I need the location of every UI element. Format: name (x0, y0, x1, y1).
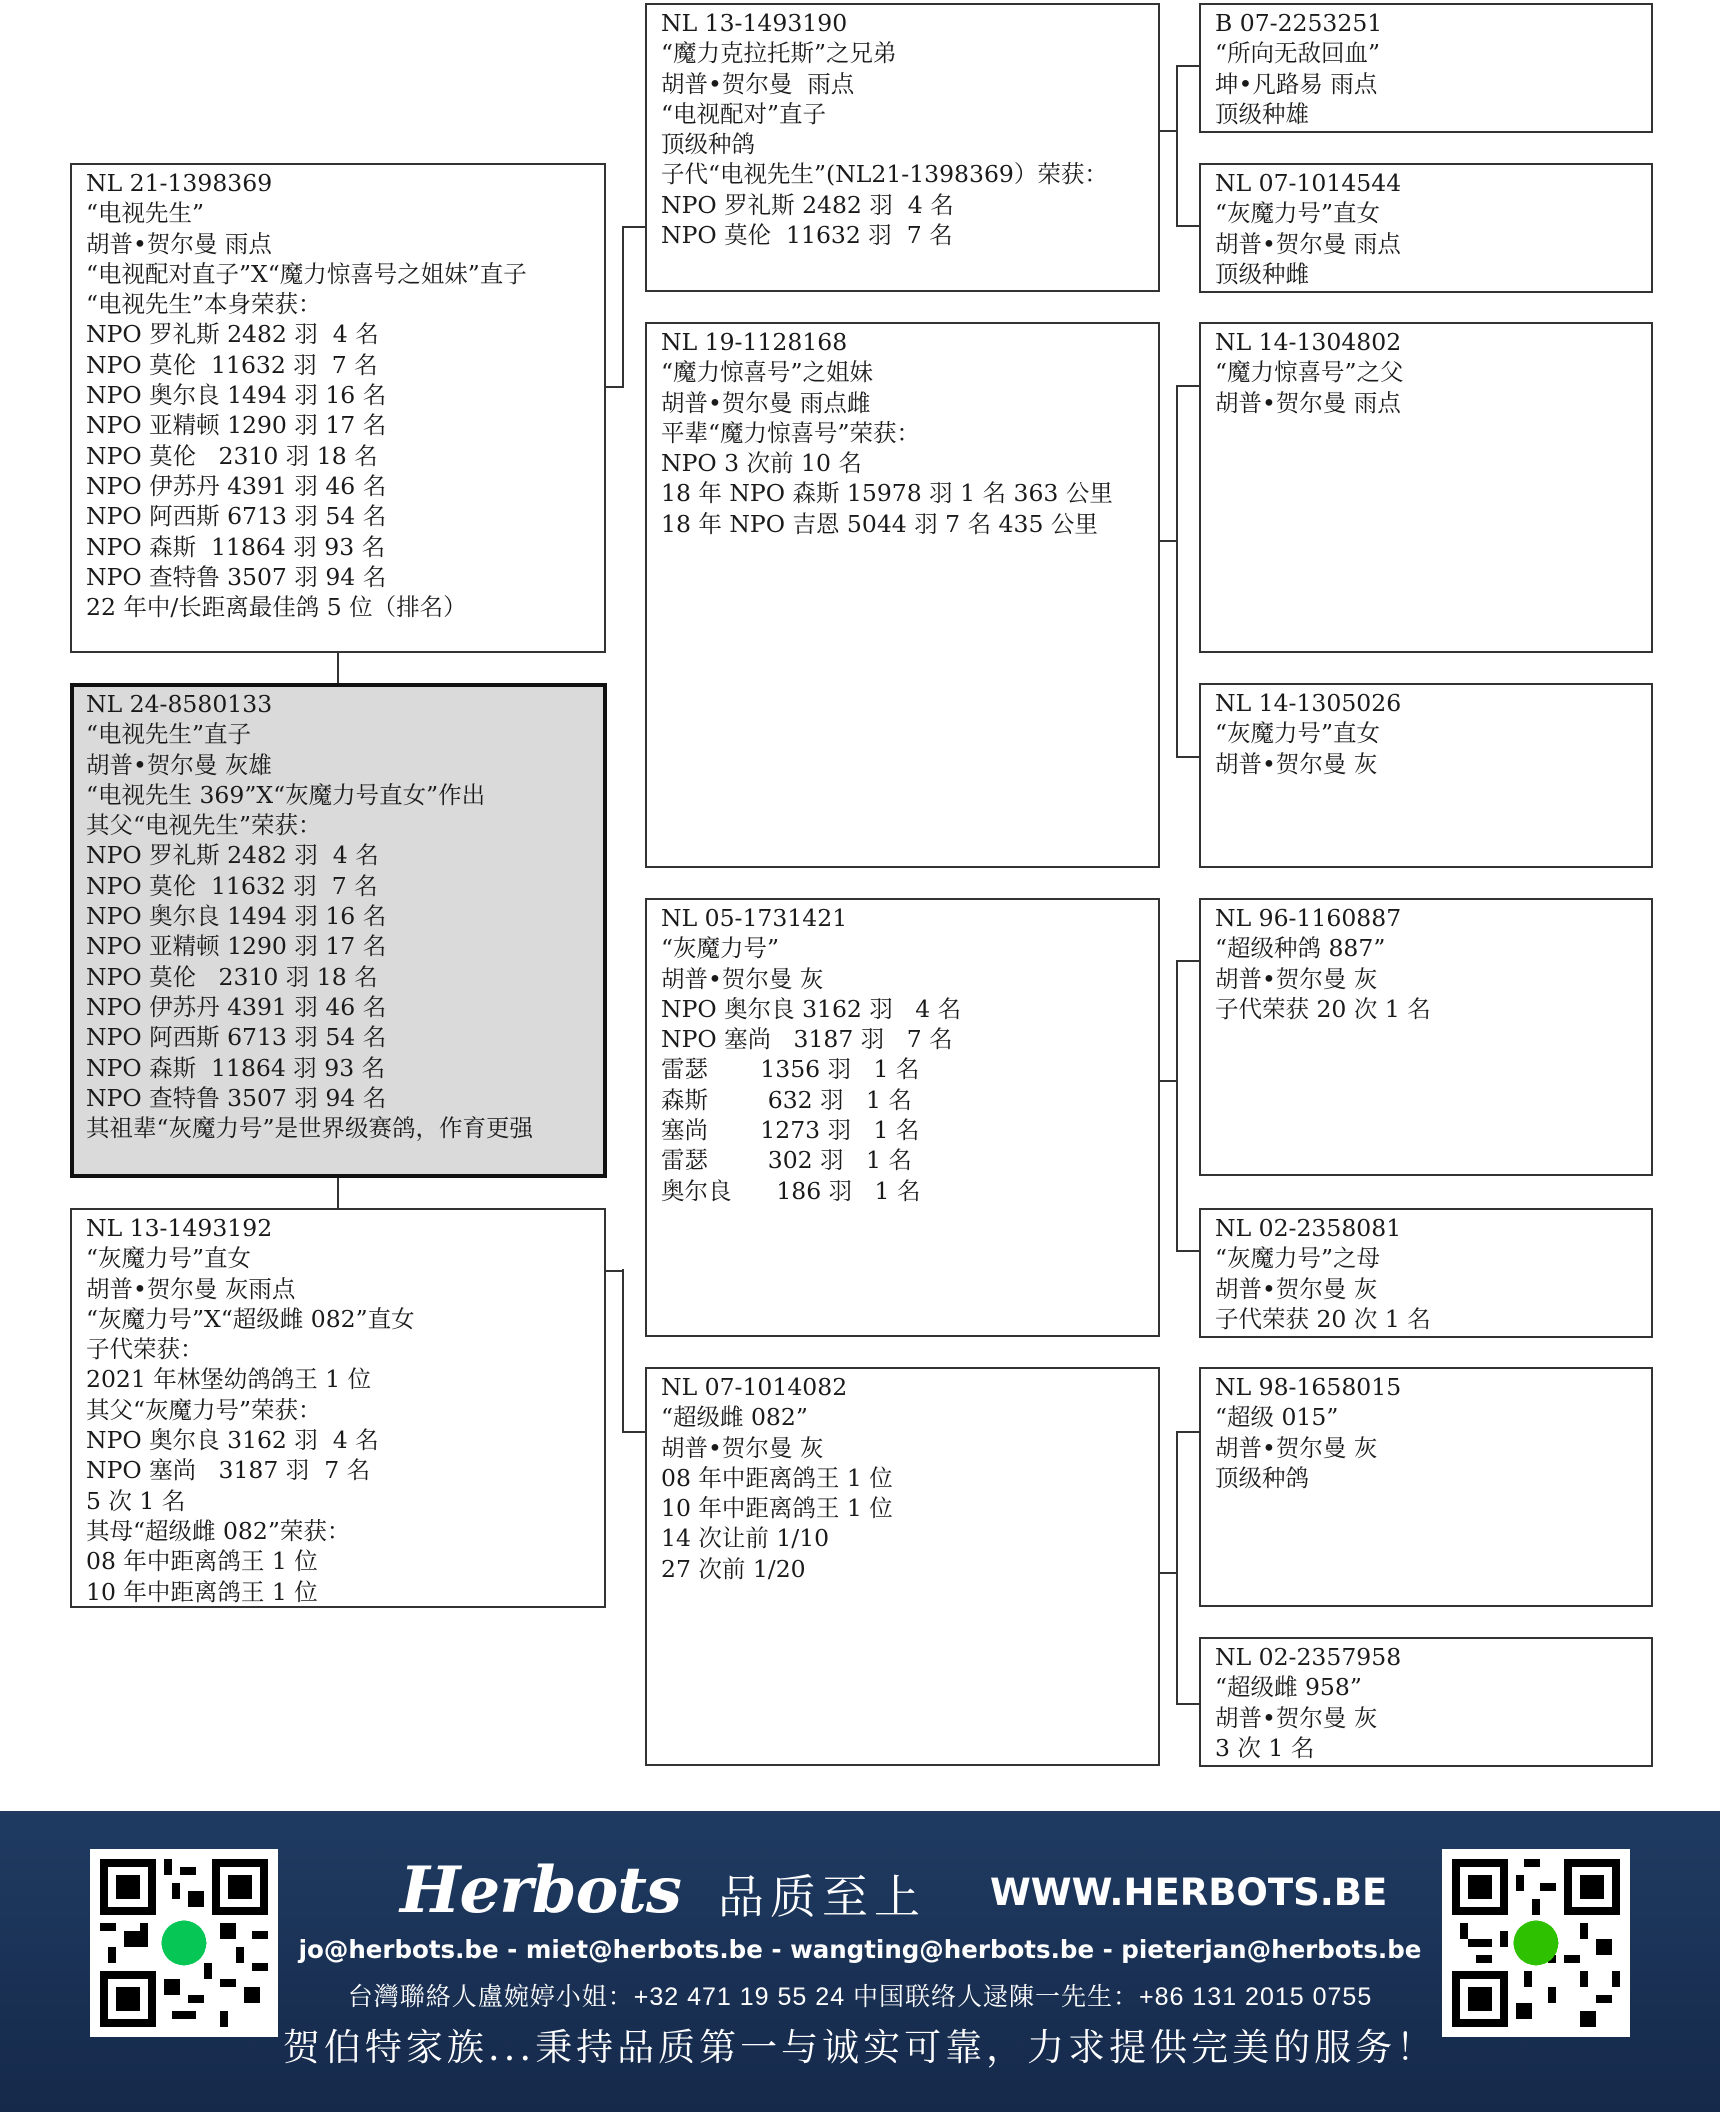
pedigree-line: “电视先生” (86, 199, 205, 228)
pedigree-line: NPO 罗礼斯 2482 羽 4 名 (86, 320, 379, 349)
connector-sd-branch-v (1176, 385, 1178, 758)
pedigree-line: 胡普•贺尔曼 雨点雌 (661, 388, 871, 417)
connector-sire-ss (622, 226, 646, 228)
dam-sire-dam-card (1199, 1208, 1653, 1338)
email-list[interactable]: jo@herbots.be - miet@herbots.be - wangting@herbots.be - pieterjan@herbots.be (298, 1935, 1422, 1964)
connector-ss-sss (1176, 65, 1200, 67)
pedigree-line: “灰魔力号”直女 (1215, 199, 1381, 228)
pedigree-line: 10 年中距离鸽王 1 位 (661, 1494, 893, 1523)
pedigree-line: “灰魔力号”直女 (1215, 719, 1381, 748)
connector-dam-branch (604, 1270, 624, 1272)
connector-ds-branch (1158, 1080, 1178, 1082)
pedigree-line: 平辈“魔力惊喜号”荣获： (661, 418, 921, 447)
pedigree-line: “魔力惊喜号”之父 (1215, 358, 1404, 387)
connector-ds-branch-v (1176, 960, 1178, 1252)
pedigree-line: NPO 查特鲁 3507 羽 94 名 (86, 1083, 387, 1112)
pedigree-line: NPO 3 次前 10 名 (661, 449, 862, 478)
pedigree-line: NPO 亚精顿 1290 羽 17 名 (86, 411, 387, 440)
ring-number: NL 13-1493190 (661, 9, 848, 37)
dam-card (70, 1208, 606, 1608)
pedigree-line: 08 年中距离鸽王 1 位 (86, 1547, 318, 1576)
pedigree-line: NPO 罗礼斯 2482 羽 4 名 (86, 841, 379, 870)
pedigree-line: NPO 森斯 11864 羽 93 名 (86, 1053, 386, 1082)
pedigree-line: “灰魔力号”之母 (1215, 1244, 1381, 1273)
pedigree-line: NPO 莫伦 11632 羽 7 名 (661, 221, 953, 250)
pedigree-line: 奥尔良 186 羽 1 名 (661, 1176, 921, 1205)
pedigree-line: 胡普•贺尔曼 雨点 (1215, 388, 1401, 417)
pedigree-line: 雷瑟 1356 羽 1 名 (661, 1055, 920, 1084)
sire-sire-dam-card (1199, 163, 1653, 293)
pedigree-line: 胡普•贺尔曼 灰 (1215, 749, 1378, 778)
sire-card (70, 163, 606, 653)
ring-number: NL 14-1305026 (1215, 689, 1402, 717)
contact-phones: 台灣聯絡人盧婉婷小姐：+32 471 19 55 24 中国联络人逯陳一先生：+86 131 2015 0755 (347, 1983, 1373, 2011)
brand-row (400, 1853, 1388, 1928)
pedigree-line: 胡普•贺尔曼 灰 (1215, 1433, 1378, 1462)
pedigree-line: 胡普•贺尔曼 雨点 (661, 69, 855, 98)
pedigree-line: NPO 莫伦 2310 羽 18 名 (86, 441, 378, 470)
pedigree-line: 顶级种雌 (1215, 259, 1309, 288)
dam-sire-card (645, 898, 1160, 1337)
wechat-icon (1514, 1921, 1559, 1966)
herbots-logo: Herbots (400, 1853, 681, 1928)
pedigree-line: 10 年中距离鸽王 1 位 (86, 1577, 318, 1606)
pedigree-line: 子代“电视先生”(NL21-1398369）荣获： (661, 160, 1108, 189)
sire-sire-sire-card (1199, 3, 1653, 133)
pedigree-line: 3 次 1 名 (1215, 1733, 1315, 1762)
ring-number: NL 14-1304802 (1215, 328, 1402, 356)
pedigree-line: NPO 奥尔良 1494 羽 16 名 (86, 381, 387, 410)
pedigree-line: 坤•凡路易 雨点 (1215, 69, 1378, 98)
pedigree-line: NPO 森斯 11864 羽 93 名 (86, 532, 386, 561)
footer-banner (0, 1811, 1720, 2112)
pedigree-line: 森斯 632 羽 1 名 (661, 1085, 912, 1114)
pedigree-line: NPO 塞尚 3187 羽 7 名 (661, 1025, 953, 1054)
ring-number: NL 02-2357958 (1215, 1643, 1402, 1671)
dam-dam-sire-card (1199, 1367, 1653, 1607)
pedigree-line: 2021 年林堡幼鸽鸽王 1 位 (86, 1365, 372, 1394)
pedigree-line: NPO 查特鲁 3507 羽 94 名 (86, 562, 387, 591)
pedigree-line: 其母“超级雌 082”荣获： (86, 1516, 351, 1545)
pedigree-line: 雷瑟 302 羽 1 名 (661, 1146, 912, 1175)
pedigree-line: “超级 015” (1215, 1403, 1339, 1432)
ring-number: NL 19-1128168 (661, 328, 848, 356)
pedigree-line: NPO 亚精顿 1290 羽 17 名 (86, 932, 387, 961)
pedigree-line: NPO 奥尔良 3162 羽 4 名 (661, 994, 962, 1023)
pedigree-line: NPO 伊苏丹 4391 羽 46 名 (86, 471, 387, 500)
pedigree-line: NPO 阿西斯 6713 羽 54 名 (86, 502, 387, 531)
connector-dd-ddd (1176, 1703, 1200, 1705)
connector-dam-branch-v (622, 1269, 624, 1433)
connector-dd-branch-v (1176, 1431, 1178, 1705)
pedigree-line: 5 次 1 名 (86, 1486, 186, 1515)
sire-dam-dam-card (1199, 683, 1653, 868)
sire-sire-card (645, 3, 1160, 292)
connector-subject-dam (337, 1176, 339, 1209)
wechat-qr-code[interactable] (1442, 1849, 1630, 2037)
pedigree-line: 胡普•贺尔曼 灰 (1215, 1274, 1378, 1303)
pedigree-line: “电视配对”直子 (661, 99, 827, 128)
connector-sd-sdd (1176, 756, 1200, 758)
pedigree-line: “电视先生 369”X“灰魔力号直女”作出 (86, 780, 486, 809)
pedigree-line: NPO 莫伦 11632 羽 7 名 (86, 871, 378, 900)
pedigree-line: 其父“灰魔力号”荣获： (86, 1395, 322, 1424)
pedigree-line: NPO 奥尔良 1494 羽 16 名 (86, 902, 387, 931)
pedigree-line: “电视先生”直子 (86, 720, 252, 749)
connector-dam-dd (622, 1431, 646, 1433)
connector-ss-ssd (1176, 225, 1200, 227)
ring-number: NL 07-1014082 (661, 1373, 848, 1401)
pedigree-line: 其祖辈“灰魔力号”是世界级赛鸽，作育更强 (86, 1114, 534, 1143)
pedigree-line: 子代荣获 20 次 1 名 (1215, 994, 1431, 1023)
website-link[interactable]: WWW.HERBOTS.BE (990, 1871, 1388, 1914)
pedigree-line: “魔力惊喜号”之姐妹 (661, 358, 874, 387)
pedigree-line: 胡普•贺尔曼 雨点 (1215, 229, 1401, 258)
dam-dam-dam-card (1199, 1637, 1653, 1767)
pedigree-line: 塞尚 1273 羽 1 名 (661, 1116, 920, 1145)
pedigree-line: “灰魔力号” (661, 934, 780, 963)
pedigree-line: “超级雌 958” (1215, 1673, 1362, 1702)
dam-dam-card (645, 1367, 1160, 1766)
pedigree-line: 胡普•贺尔曼 灰雨点 (86, 1274, 296, 1303)
pedigree-line: 子代荣获 20 次 1 名 (1215, 1304, 1431, 1333)
pedigree-line: 22 年中/长距离最佳鸽 5 位（排名） (86, 593, 467, 622)
pedigree-line: “超级雌 082” (661, 1403, 808, 1432)
pedigree-line: NPO 阿西斯 6713 羽 54 名 (86, 1023, 387, 1052)
pedigree-line: 14 次让前 1/10 (661, 1524, 830, 1553)
connector-sire-branch (604, 386, 624, 388)
pedigree-line: NPO 塞尚 3187 羽 7 名 (86, 1456, 371, 1485)
pedigree-line: NPO 伊苏丹 4391 羽 46 名 (86, 992, 387, 1021)
dam-sire-sire-card (1199, 898, 1653, 1176)
connector-sire-branch-v (622, 226, 624, 388)
ring-number: NL 96-1160887 (1215, 904, 1402, 932)
pedigree-line: “魔力克拉托斯”之兄弟 (661, 39, 897, 68)
connector-ss-branch-v (1176, 65, 1178, 227)
sire-dam-card (645, 322, 1160, 868)
pedigree-line: “灰魔力号”直女 (86, 1244, 252, 1273)
connector-sd-branch (1158, 540, 1178, 542)
pedigree-line: “电视先生”本身荣获： (86, 290, 322, 319)
ring-number: NL 21-1398369 (86, 169, 273, 197)
pedigree-line: 胡普•贺尔曼 灰雄 (86, 750, 272, 779)
pedigree-line: 胡普•贺尔曼 灰 (1215, 1703, 1378, 1732)
connector-dd-branch (1158, 1572, 1178, 1574)
connector-sire-subject (337, 651, 339, 685)
pedigree-line: 顶级种雄 (1215, 99, 1309, 128)
pedigree-line: “超级种鸽 887” (1215, 934, 1386, 963)
connector-ss-branch (1158, 130, 1178, 132)
slogan-text: 贺伯特家族...秉持品质第一与诚实可靠，力求提供完美的服务！ (282, 2026, 1438, 2069)
ring-number: B 07-2253251 (1215, 9, 1383, 37)
pedigree-line: NPO 罗礼斯 2482 羽 4 名 (661, 190, 954, 219)
connector-ds-dsd (1176, 1250, 1200, 1252)
pedigree-line: “灰魔力号”X“超级雌 082”直女 (86, 1304, 415, 1333)
pedigree-line: 子代荣获： (86, 1335, 204, 1364)
pedigree-line: 顶级种鸽 (661, 130, 755, 159)
pedigree-line: 胡普•贺尔曼 灰 (661, 1433, 824, 1462)
ring-number: NL 24-8580133 (86, 690, 273, 718)
pedigree-line: 胡普•贺尔曼 雨点 (86, 229, 272, 258)
connector-ds-dss (1176, 960, 1200, 962)
ring-number: NL 02-2358081 (1215, 1214, 1402, 1242)
pedigree-line: NPO 莫伦 11632 羽 7 名 (86, 350, 378, 379)
subject-pigeon-card (70, 683, 607, 1178)
pedigree-line: 18 年 NPO 森斯 15978 羽 1 名 363 公里 (661, 479, 1113, 508)
pedigree-line: “所向无敌回血” (1215, 39, 1381, 68)
connector-dd-dds (1176, 1431, 1200, 1433)
pedigree-line: “电视配对直子”X“魔力惊喜号之姐妹”直子 (86, 259, 527, 288)
ring-number: NL 05-1731421 (661, 904, 848, 932)
sire-dam-sire-card (1199, 322, 1653, 653)
motto-text: 品质至上 (718, 1870, 926, 1924)
pedigree-line: 胡普•贺尔曼 灰 (661, 964, 824, 993)
ring-number: NL 98-1658015 (1215, 1373, 1402, 1401)
pedigree-line: 顶级种鸽 (1215, 1463, 1309, 1492)
pedigree-line: 其父“电视先生”荣获： (86, 811, 322, 840)
pedigree-line: 胡普•贺尔曼 灰 (1215, 964, 1378, 993)
ring-number: NL 07-1014544 (1215, 169, 1402, 197)
pedigree-line: NPO 莫伦 2310 羽 18 名 (86, 962, 378, 991)
pedigree-line: 27 次前 1/20 (661, 1554, 806, 1583)
connector-sd-sds (1176, 385, 1200, 387)
pedigree-line: 18 年 NPO 吉恩 5044 羽 7 名 435 公里 (661, 509, 1098, 538)
pedigree-line: NPO 奥尔良 3162 羽 4 名 (86, 1426, 379, 1455)
pedigree-line: 08 年中距离鸽王 1 位 (661, 1463, 893, 1492)
ring-number: NL 13-1493192 (86, 1214, 273, 1242)
